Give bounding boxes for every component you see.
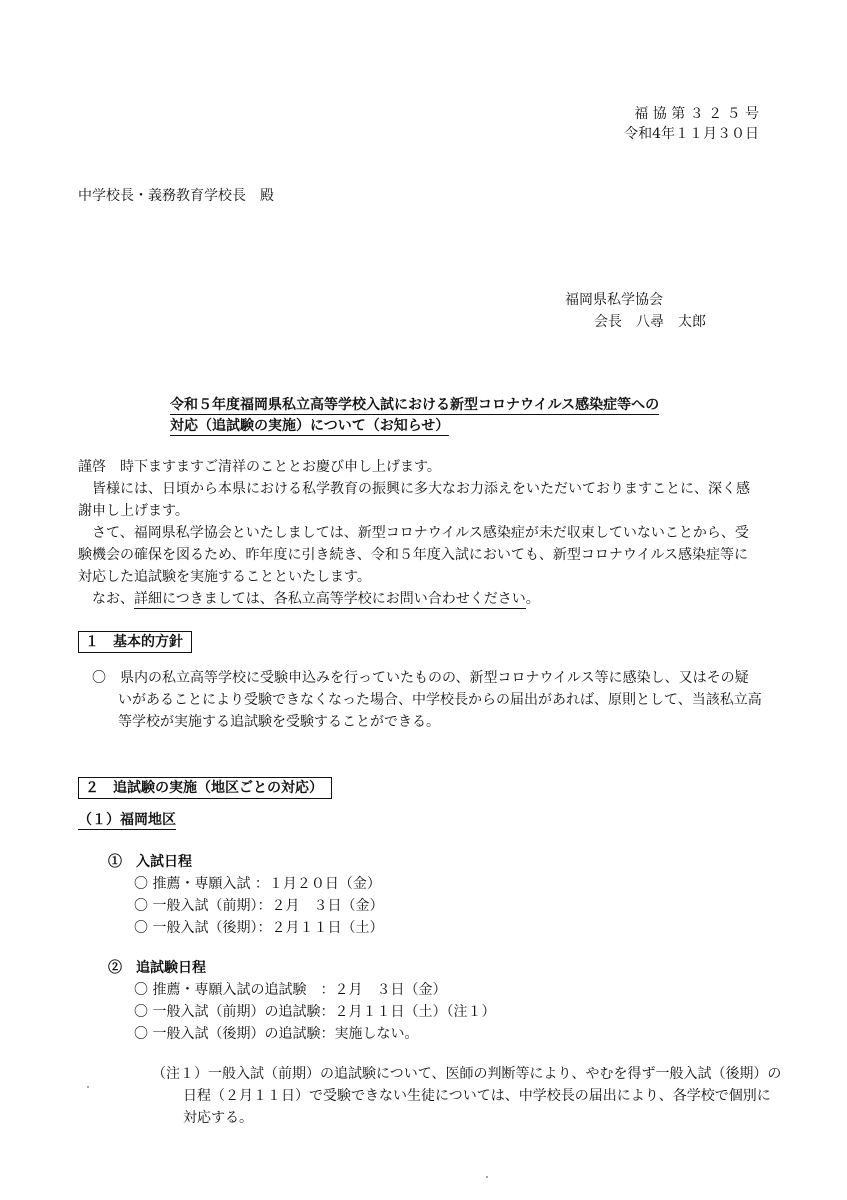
section2-subheading-wrap [78, 810, 176, 830]
section1-heading: １ 基本的方針 [78, 631, 192, 653]
item2-row-1: 〇 推薦・専願入試の追試験 ：２月 ３日（金） [134, 982, 447, 998]
document-date: 令和4年１１月３０日 [624, 126, 759, 142]
section1-line2: いがあることにより受験できなくなった場合、中学校長からの届出があれば、原則として、当該私立高 [118, 692, 762, 708]
document-number: 福 協 第 ３ ２ ５ 号 [634, 106, 759, 122]
item1-heading: ① 入試日程 [108, 854, 192, 870]
item1-row-3: 〇 一般入試（後期）：２月１１日（土） [134, 920, 384, 936]
item1-row-1: 〇 推薦・専願入試 ：１月２０日（金） [134, 876, 381, 892]
section2-heading-box [78, 778, 332, 798]
addressee: 中学校長・義務教育学校長 殿 [78, 188, 274, 204]
item2-heading: ② 追試験日程 [108, 960, 206, 976]
section2-heading: ２ 追試験の実施（地区ごとの対応） [78, 777, 332, 799]
greeting: 謹啓 時下ますますご清祥のこととお慶び申し上げます。 [78, 459, 441, 475]
body-p2-line1: 皆様には、日頃から本県における私学教育の振興に多大なお力添えをいただいておりますことに、深く感 [78, 481, 750, 497]
sender-organization: 福岡県私学協会 [565, 292, 663, 308]
body-p4 [78, 589, 540, 609]
section2-subheading: （１）福岡地区 [78, 812, 176, 828]
item2-row-3: 〇 一般入試（後期）の追試験：実施しない。 [134, 1026, 419, 1042]
body-p4-prefix: なお、 [78, 591, 134, 607]
body-p4-underlined: 詳細につきましては、各私立高等学校にお問い合わせください [134, 591, 526, 607]
scan-speck [486, 1176, 488, 1178]
item2-row-2: 〇 一般入試（前期）の追試験：２月１１日（土）（注１） [134, 1004, 496, 1020]
document-title-line2 [170, 416, 449, 436]
item1-row-2: 〇 一般入試（前期）：２月 ３日（金） [134, 898, 384, 914]
body-p3-line3: 対応した追試験を実施することといたします。 [78, 569, 371, 585]
body-p3-line2: 験機会の確保を図るため、昨年度に引き続き、令和５年度入試においても、新型コロナウイルス感染症等に [78, 547, 749, 563]
sender-name: 会長 八尋 太郎 [594, 314, 706, 330]
section1-heading-box [78, 632, 192, 652]
body-p3-line1: さて、福岡県私学協会といたしましては、新型コロナウイルス感染症が未だ収束していないことから、受 [78, 525, 749, 541]
section1-line1: 〇 県内の私立高等学校に受験申込みを行っていたものの、新型コロナウイルス等に感染し、又はその疑 [92, 670, 749, 686]
title-text-2: 対応（追試験の実施）について（お知らせ） [170, 418, 450, 434]
body-p4-suffix: 。 [525, 591, 540, 607]
note-line3: 対応する。 [183, 1110, 253, 1126]
section1-line3: 等学校が実施する追試験を受験することができる。 [118, 714, 440, 730]
note-line2: 日程（２月１１日）で受験できない生徒については、中学校長の届出により、各学校で個別に [183, 1088, 771, 1104]
note-line1: （注１）一般入試（前期）の追試験について、医師の判断等により、やむを得ず一般入試（後期）の [152, 1066, 782, 1082]
document-title-line1 [170, 395, 659, 415]
scan-speck [87, 1086, 89, 1088]
body-p2-line2: 謝申し上げます。 [78, 503, 189, 519]
title-text-1: 令和５年度福岡県私立高等学校入試における新型コロナウイルス感染症等への [170, 397, 660, 413]
